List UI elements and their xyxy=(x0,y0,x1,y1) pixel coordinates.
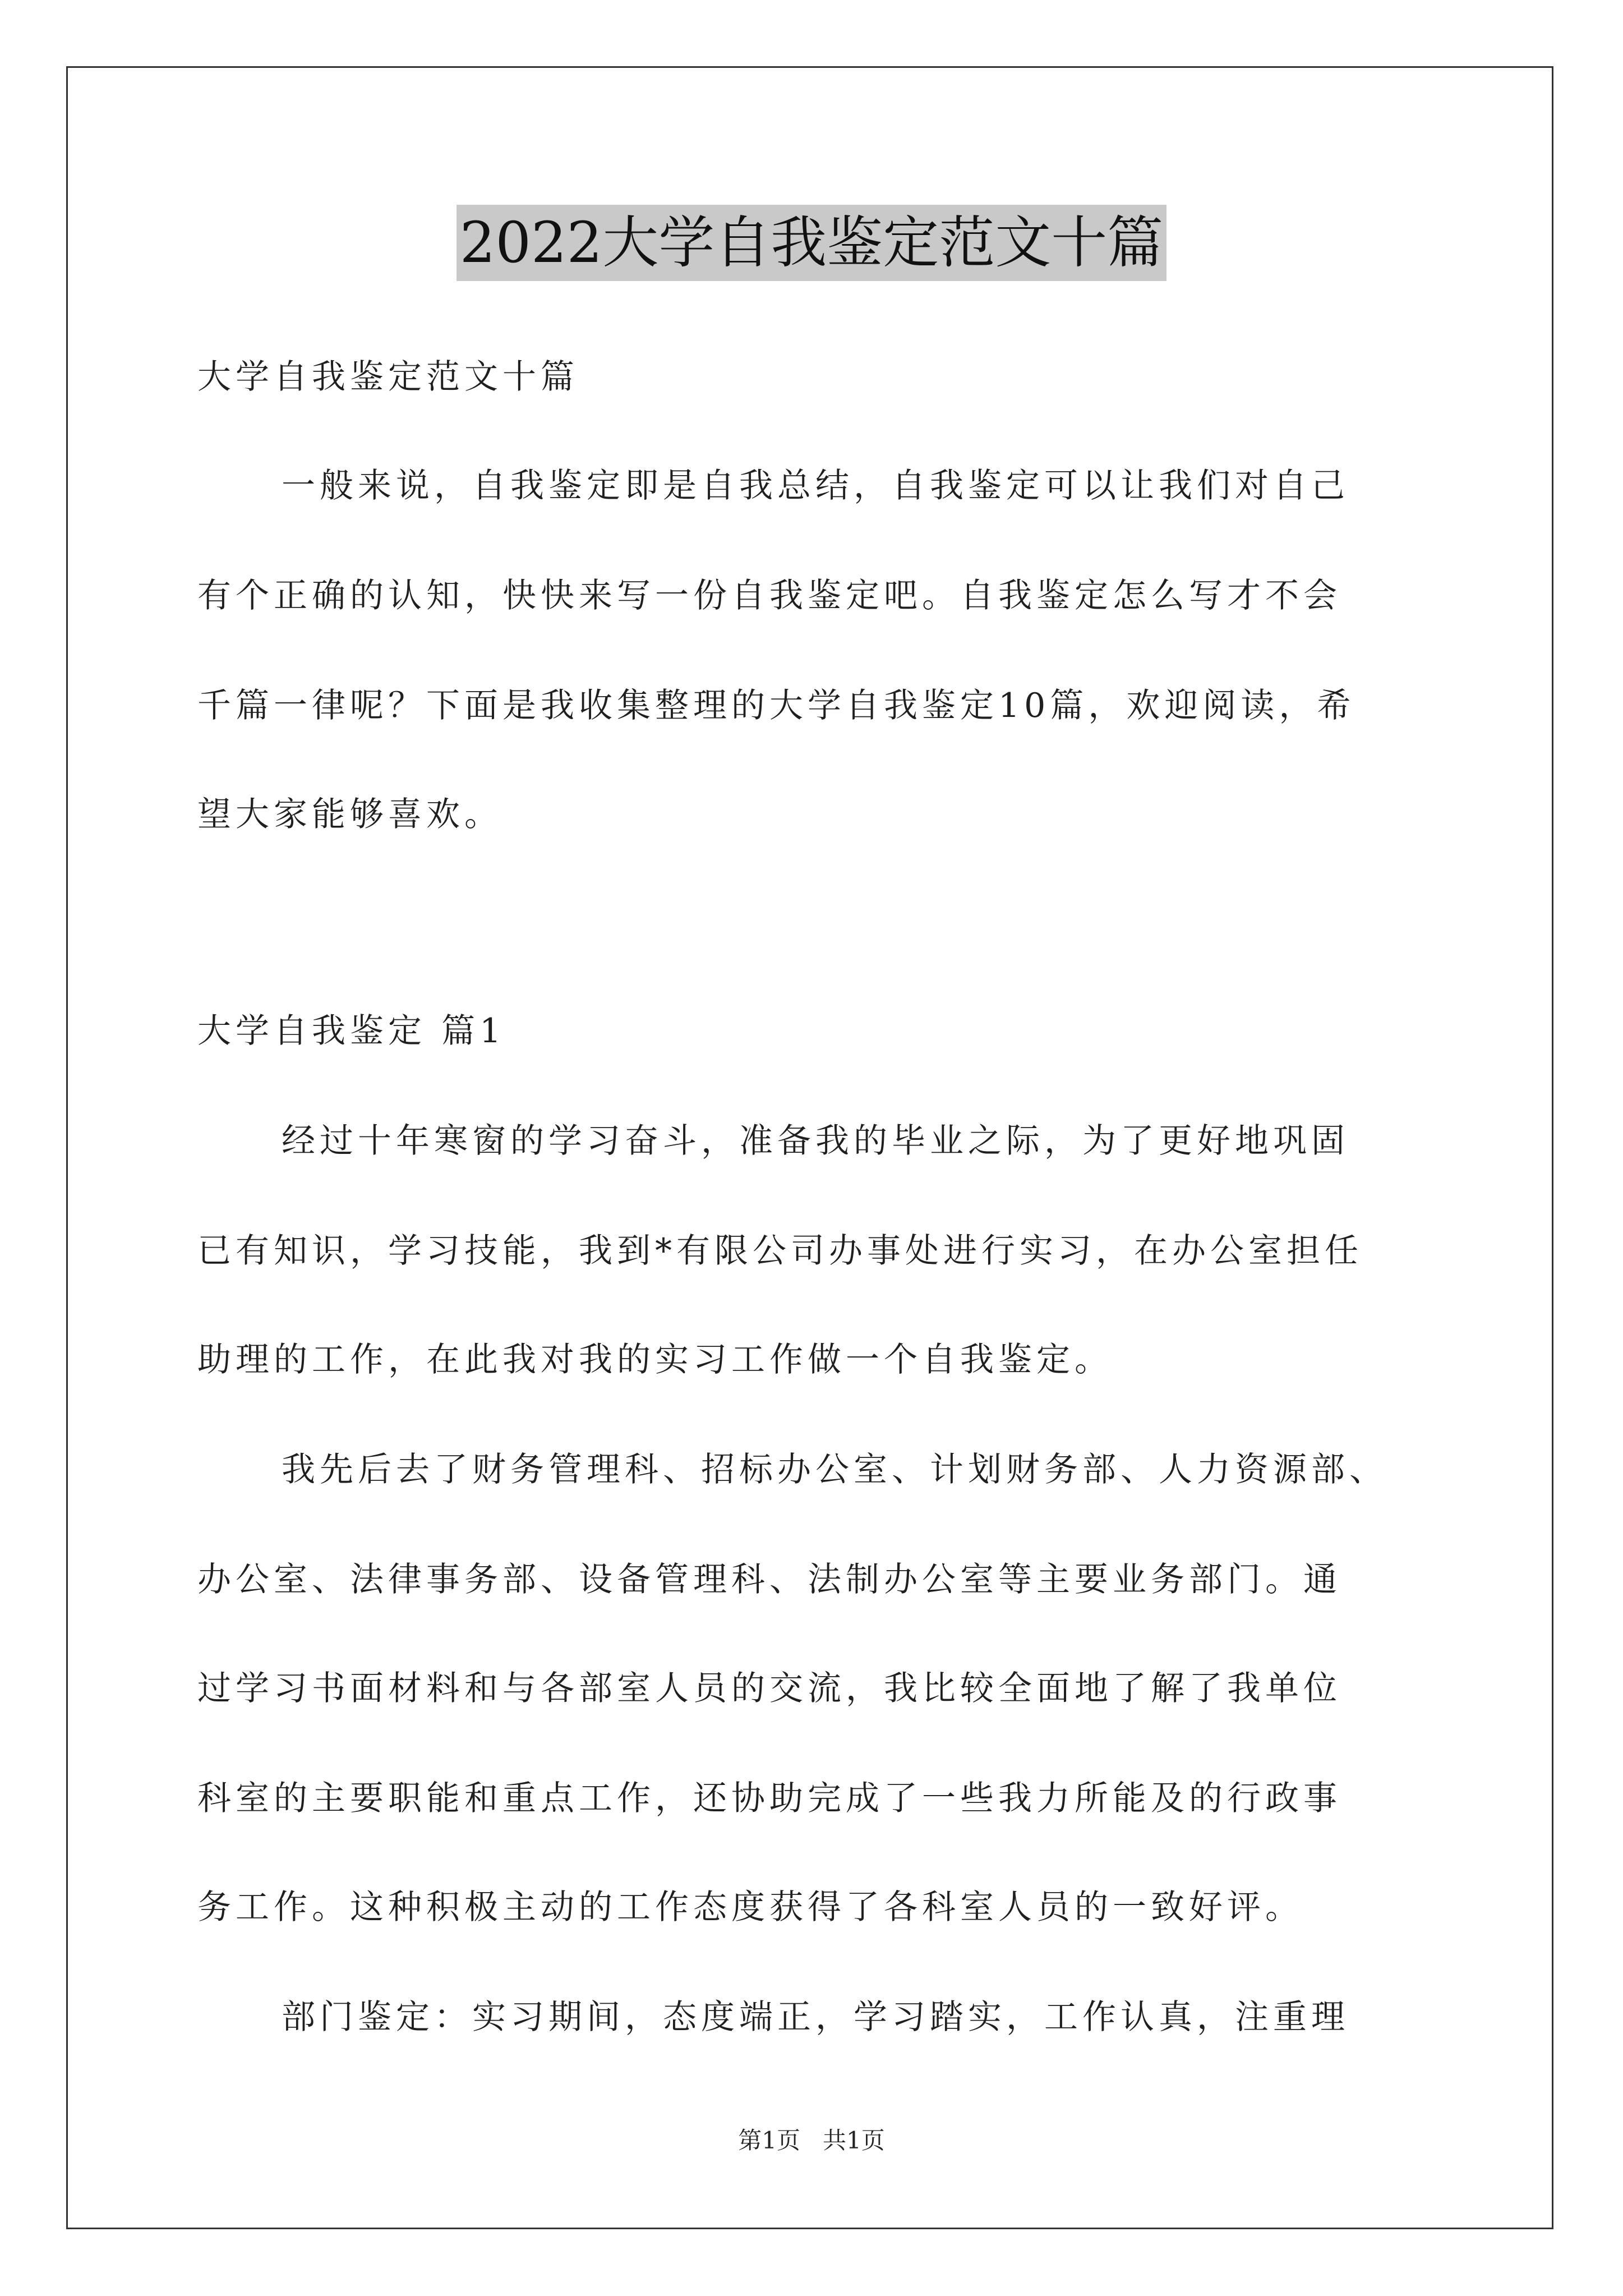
subtitle-line: 大学自我鉴定范文十篇 xyxy=(197,357,579,397)
paragraph-line: 务工作。这种积极主动的工作态度获得了各科室人员的一致好评。 xyxy=(197,1888,1303,1927)
paragraph-line: 千篇一律呢？下面是我收集整理的大学自我鉴定10篇，欢迎阅读，希 xyxy=(197,686,1355,725)
paragraph-line: 科室的主要职能和重点工作，还协助完成了一些我力所能及的行政事 xyxy=(197,1779,1341,1818)
paragraph-line: 我先后去了财务管理科、招标办公室、计划财务部、人力资源部、 xyxy=(282,1450,1387,1489)
paragraph-line: 办公室、法律事务部、设备管理科、法制办公室等主要业务部门。通 xyxy=(197,1560,1341,1599)
paragraph-line: 望大家能够喜欢。 xyxy=(197,795,502,834)
paragraph-line: 有个正确的认知，快快来写一份自我鉴定吧。自我鉴定怎么写才不会 xyxy=(197,576,1341,615)
paragraph-line: 一般来说，自我鉴定即是自我总结，自我鉴定可以让我们对自己 xyxy=(282,466,1349,505)
page-footer: 第1页 共1页 xyxy=(738,2127,885,2154)
paragraph-line: 助理的工作，在此我对我的实习工作做一个自我鉴定。 xyxy=(197,1340,1113,1379)
paragraph-line: 已有知识，学习技能，我到*有限公司办事处进行实习，在办公室担任 xyxy=(197,1231,1363,1271)
paragraph-line: 过学习书面材料和与各部室人员的交流，我比较全面地了解了我单位 xyxy=(197,1669,1341,1708)
paragraph-line: 部门鉴定：实习期间，态度端正，学习踏实，工作认真，注重理 xyxy=(282,1998,1349,2037)
paragraph-line: 经过十年寒窗的学习奋斗，准备我的毕业之际，为了更好地巩固 xyxy=(282,1121,1349,1161)
section-heading: 大学自我鉴定 篇1 xyxy=(197,1011,506,1051)
document-title: 2022大学自我鉴定范文十篇 xyxy=(457,205,1167,281)
title-container xyxy=(0,205,1623,281)
